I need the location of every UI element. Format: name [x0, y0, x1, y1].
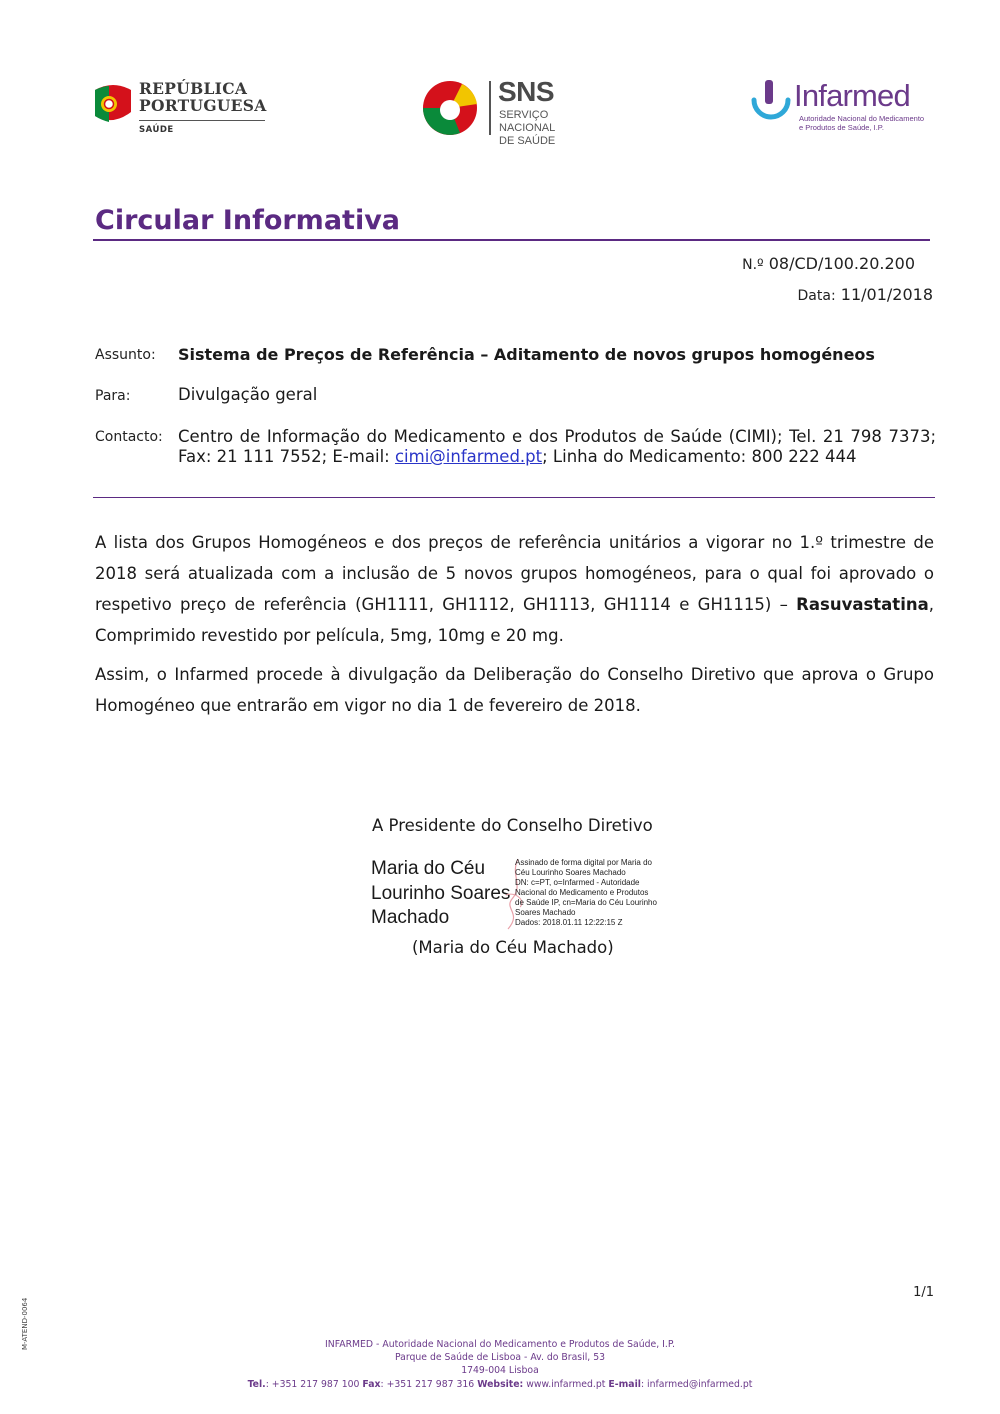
contacto-label: Contacto:: [95, 429, 163, 445]
digital-line-3: DN: c=PT, o=Infarmed - Autoridade: [515, 878, 640, 887]
footer-email[interactable]: : infarmed@infarmed.pt: [640, 1378, 753, 1390]
meta-divider: [93, 497, 935, 498]
digital-line-4: Nacional do Medicamento e Produtos: [515, 888, 649, 897]
contacto-value: [178, 427, 936, 467]
infarmed-line2: e Produtos de Saúde, I.P.: [799, 123, 884, 132]
digital-line-6: Soares Machado: [515, 908, 576, 917]
portuguese-flag-icon: [95, 82, 131, 124]
republica-divider: [139, 120, 265, 121]
footer-tel: : +351 217 987 100: [265, 1378, 360, 1390]
sns-line1: SERVIÇO NACIONAL: [499, 109, 556, 134]
signature-title: A Presidente do Conselho Diretivo: [372, 816, 653, 835]
footer-tel-label: Tel.: [247, 1378, 266, 1390]
title-divider: [93, 239, 930, 241]
sns-name: SNS: [498, 76, 555, 107]
sns-line2: DE SAÚDE: [499, 135, 556, 147]
date-label: Data:: [797, 288, 836, 304]
document-date: [798, 285, 933, 304]
infarmed-emblem-icon: [750, 80, 792, 124]
digital-line-5: de Saúde IP, cn=Maria do Céu Lourinho: [515, 898, 657, 907]
signature-name-line-3: Machado: [371, 907, 450, 928]
para-value: Divulgação geral: [178, 385, 318, 404]
footer-contacts: [0, 1378, 1000, 1391]
reference-value: 08/CD/100.20.200: [768, 254, 915, 273]
republica-sub: SAÚDE: [139, 125, 174, 135]
contacto-text-before: Centro de Informação do Medicamento e dos Produtos de Saúde (CIMI); Tel. 21 798 7373; Fax: 21 111 7552; E-mail:: [178, 427, 936, 466]
reference-label: N.º: [742, 257, 764, 273]
body-paragraph-1: [95, 527, 934, 651]
digital-line-1: Assinado de forma digital por Maria do: [515, 858, 652, 867]
infarmed-line1: Autoridade Nacional do Medicamento: [799, 114, 925, 123]
document-title: Circular Informativa: [95, 205, 401, 236]
contacto-text-after: ; Linha do Medicamento: 800 222 444: [542, 447, 857, 466]
digital-line-2: Céu Lourinho Soares Machado: [515, 868, 626, 877]
digital-line-7: Dados: 2018.01.11 12:22:15 Z: [515, 918, 623, 927]
infarmed-name: Infarmed: [794, 78, 910, 113]
infarmed-logo: [750, 80, 925, 140]
body-paragraph-2: Assim, o Infarmed procede à divulgação da Deliberação do Conselho Diretivo que aprova o Grupo Homogéneo que entrarão em vigor no dia 1 de fevereiro de 2018.: [95, 665, 934, 715]
signature-printed-name: (Maria do Céu Machado): [412, 938, 614, 957]
assunto-label: Assunto:: [95, 347, 156, 363]
para-label: Para:: [95, 388, 131, 404]
republica-line2: PORTUGUESA: [139, 96, 267, 115]
form-code: M-ATEND-0064: [21, 1297, 29, 1350]
footer: [0, 1338, 1000, 1391]
footer-fax-label: Fax: [362, 1378, 381, 1390]
footer-fax: : +351 217 987 316: [380, 1378, 475, 1390]
reference-number: [742, 254, 915, 273]
contacto-email-link[interactable]: cimi@infarmed.pt: [394, 447, 543, 466]
date-value: 11/01/2018: [840, 285, 933, 304]
footer-line-3: 1749-004 Lisboa: [461, 1365, 539, 1377]
sns-divider: [489, 81, 491, 135]
footer-line-2: Parque de Saúde de Lisboa - Av. do Brasil, 53: [394, 1352, 606, 1364]
footer-web[interactable]: www.infarmed.pt: [523, 1378, 606, 1390]
signature-name: [371, 857, 510, 931]
digital-signature-details: [515, 858, 657, 928]
p1-bold-term: Rasuvastatina: [796, 595, 929, 614]
page-number: 1/1: [913, 1285, 934, 1300]
republica-line1: REPÚBLICA: [139, 79, 248, 98]
p1-text-before: A lista dos Grupos Homogéneos e dos preços de referência unitários a vigorar no 1.º trimestre de 2018 será atualizada com a inclusão de 5 novos grupos homogéneos, para o qual foi aprovado o respetivo preço de referência (GH1111, GH1112, GH1113, GH1114 e GH1115) –: [95, 533, 934, 614]
footer-web-label: Website:: [477, 1378, 524, 1390]
footer-line-1: INFARMED - Autoridade Nacional do Medicamento e Produtos de Saúde, I.P.: [325, 1339, 675, 1350]
footer-email-label: E-mail: [608, 1378, 641, 1390]
sns-logo: [420, 76, 600, 147]
signature-name-line-1: Maria do Céu: [371, 858, 486, 879]
p1-text-after: , Comprimido revestido por película, 5mg, 10mg e 20 mg.: [95, 595, 934, 645]
assunto-value: Sistema de Preços de Referência – Aditamento de novos grupos homogéneos: [178, 345, 875, 364]
sns-emblem-icon: [420, 78, 480, 138]
signature-name-line-2: Lourinho Soares: [371, 882, 511, 904]
republica-portuguesa-logo: [95, 80, 270, 140]
